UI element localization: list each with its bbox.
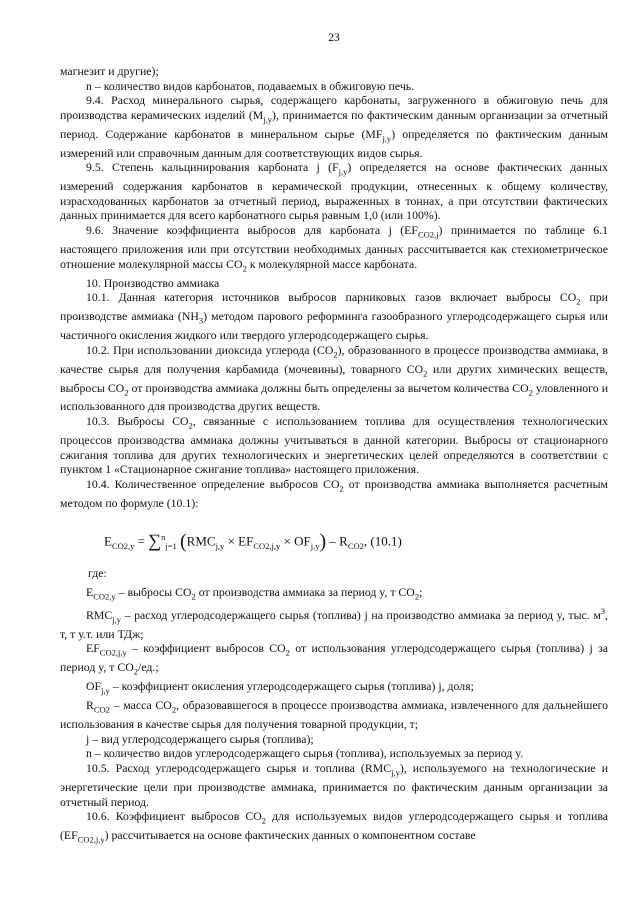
section-heading: 10. Производство аммиака	[86, 275, 220, 290]
sum-symbol: ∑	[148, 530, 162, 551]
paragraph: магнезит и другие);	[60, 64, 159, 78]
paragraph-9-4: 9.4. Расход минерального сырья, содержащего карбонаты, загруженного в обжиговую печь для производства керамических изделий $(M_{j,y})$, принимается по фактическим данным организации за отчетный период. Содержание карбонатов в минеральном сырье $(MF_{j,y})$ определяется по фактическим данным измерений или справочным данным для соответствующих видов сырья.	[60, 93, 609, 160]
paragraph-9-5: 9.5. Степень кальцинирования карбоната j $(F_{j,y})$ определяется на основе фактических данных измерений содержания карбонатов в керамической продукции, отнесенных к общему количеству, израсходованных карбонатов за отчетный период, выраженных в тоннах, а при отсутствии фактических данных принимается для всего карбонатного сырья равным 1,0 (или 100%).	[60, 160, 608, 223]
definition-j: j – вид углеродсодержащего сырья (топлива);	[86, 731, 314, 746]
paragraph-10-4: 10.4. Количественное определение выбросов $CO_2$ от производства аммиака выполняется расчетным методом по формуле (10.1):	[60, 476, 608, 510]
definition-e: $E_{CO2,y}$ – выбросы $CO_2$ от производства аммиака за период y, т $CO_2$;	[86, 584, 423, 602]
definition-n: n – количество видов углеродсодержащего сырья (топлива), используемых за период y.	[86, 746, 524, 761]
paragraph-10-3: 10.3. Выбросы $CO_2$, связанные с использованием топлива для осуществления технологических процессов производства аммиака должны учитываться в данной категории. Выбросы от стационарного сжигания топлива для других технологических и энергетических целей определяются в соответствии с пунктом 1 «Стационарное сжигание топлива» настоящего приложения.	[60, 414, 608, 477]
page-number: 23	[328, 32, 340, 44]
paragraph-9-6: 9.6. Значение коэффициента выбросов для карбоната j $(EF_{CO2,j})$ принимается по таблице 6.1 настоящего приложения или при отсутствии необходимых данных рассчитывается как стехиометрическое отношение молекулярной массы $CO_2$ к молекулярной массе карбоната.	[60, 223, 608, 273]
paragraph: n – количество видов карбонатов, подаваемых в обжиговую печь.	[86, 78, 415, 93]
definition-ef: $EF_{CO2,j,y}$ – коэффициент выбросов $CO_2$ от использования углеродсодержащего сырья (топлива) j за период y, т $CO_2/ед$.;	[60, 641, 608, 677]
paragraph-10-6: 10.6. Коэффициент выбросов $CO_2$ для используемых видов углеродсодержащего сырья и топлива $(EF_{CO2,j,y})$ рассчитывается на основе фактических данных о компонентном составе	[60, 809, 608, 845]
definition-r: $R_{CO2}$ – масса $CO_2$, образовавшегося в процессе производства аммиака, извлеченного для дальнейшего использования в качестве сырья для получения товарной продукции, т;	[60, 698, 608, 732]
paragraph-10-5: 10.5. Расход углеродсодержащего сырья и топлива $(RMC_{j,y})$, используемого на технологические и энергетические цели при производстве аммиака, принимается по фактическим данным организации за отчетный период.	[60, 760, 609, 809]
formula-10-1: $E_{CO2,y} = \sum^n_{j=1}$ $(RMC_{j,y} \times EF_{CO2,j,y} \times OF_{j,y}) - R_{CO2}$, (10.1)	[104, 530, 402, 553]
where-label: где:	[88, 566, 107, 581]
paragraph-10-2: 10.2. При использовании диоксида углерода $(CO_2)$, образованного в процессе производства аммиака, в качестве сырья для получения карбамида (мочевины), товарного $CO_2$ или других химических веществ, выбросы $CO_2$ от производства аммиака должны быть определены за вычетом количества $CO_2$ уловленного и использованного для производства других веществ.	[60, 342, 609, 414]
paragraph-10-1: 10.1. Данная категория источников выбросов парниковых газов включает выбросы $CO_2$ при производстве аммиака $(NH_3)$ методом парового реформинга газообразного углеродсодержащего сырья или частичного окисления жидкого или твердого углеродсодержащего сырья.	[60, 290, 608, 343]
definition-rmc: $RMC_{j,y}$ – расход углеродсодержащего сырья (топлива) j на производство аммиака за период y, тыс. $м^3$, т, т у.т. или ТДж;	[60, 605, 608, 641]
definition-of: $OF_{j,y}$ – коэффициент окисления углеродсодержащего сырья (топлива) j, доля;	[86, 679, 474, 696]
